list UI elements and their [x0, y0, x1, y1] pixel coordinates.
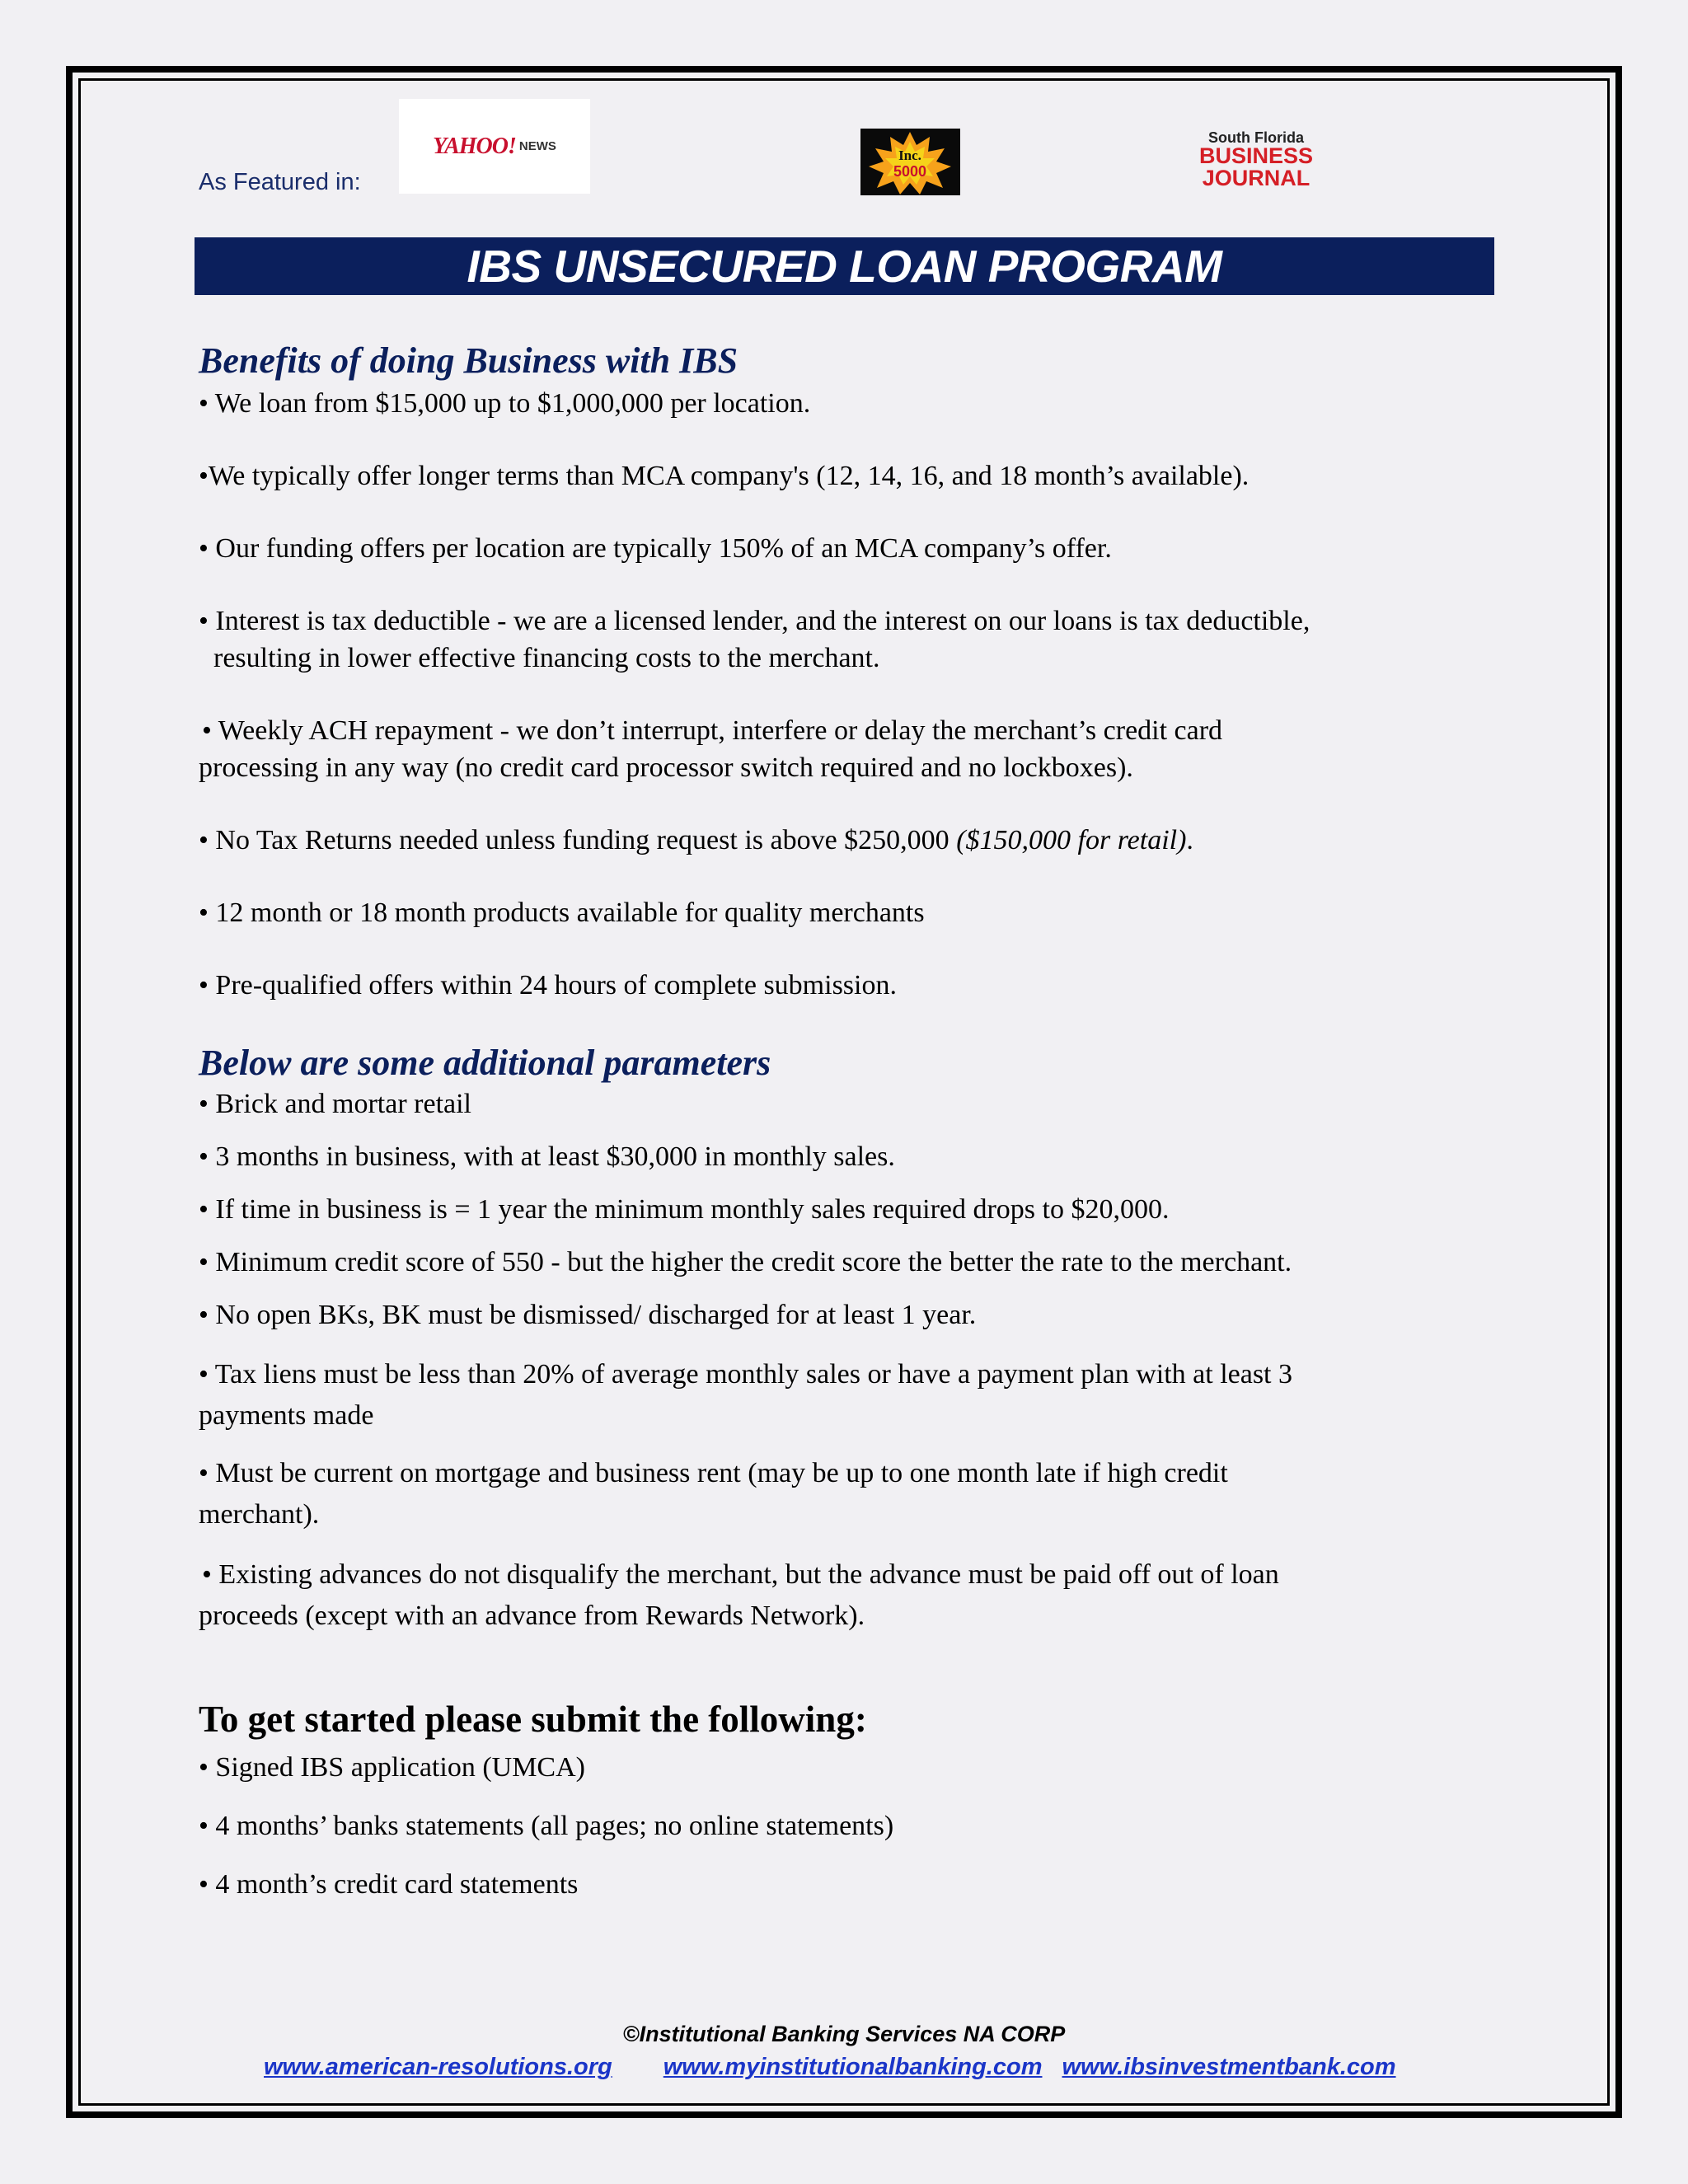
- featured-label: As Featured in:: [199, 169, 361, 195]
- benefit-item-tax-returns: [199, 820, 1193, 861]
- benefit-item: • Interest is tax deductible - we are a licensed lender, and the interest on our loans is tax deductible,: [199, 606, 1311, 636]
- footer-links: [264, 2054, 1396, 2081]
- benefits-heading: Benefits of doing Business with IBS: [199, 340, 738, 381]
- inc-text: Inc.: [898, 148, 921, 163]
- sfbj-line2: BUSINESS: [1198, 143, 1314, 168]
- parameter-item: • No open BKs, BK must be dismissed/ discharged for at least 1 year.: [199, 1300, 977, 1330]
- benefit-item: • 12 month or 18 month products available for quality merchants: [199, 898, 925, 928]
- footer-link-ibsinvestmentbank[interactable]: www.ibsinvestmentbank.com: [1062, 2054, 1396, 2080]
- tax-returns-period: .: [1186, 825, 1193, 855]
- parameters-heading: Below are some additional parameters: [199, 1043, 771, 1083]
- parameter-item: • Must be current on mortgage and business rent (may be up to one month late if high credit: [199, 1458, 1228, 1488]
- submit-item: • 4 month’s credit card statements: [199, 1869, 579, 1900]
- yahoo-logo-text: YAHOO!: [433, 133, 516, 159]
- yahoo-news-logo: [399, 99, 590, 194]
- parameter-item: • Brick and mortar retail: [199, 1089, 472, 1119]
- parameter-item-continued: payments made: [199, 1400, 374, 1431]
- footer-copyright: ©Institutional Banking Services NA CORP: [622, 2022, 1066, 2046]
- submit-item: • Signed IBS application (UMCA): [199, 1752, 585, 1783]
- benefit-item: • Our funding offers per location are typically 150% of an MCA company’s offer.: [199, 533, 1112, 564]
- parameter-item: • Existing advances do not disqualify the merchant, but the advance must be paid off out of loan: [202, 1559, 1279, 1590]
- title-banner: [195, 237, 1494, 295]
- benefit-item: • Pre-qualified offers within 24 hours of complete submission.: [199, 970, 897, 1001]
- footer-link-myinstitutionalbanking[interactable]: www.myinstitutionalbanking.com: [663, 2054, 1043, 2080]
- footer-link-american-resolutions[interactable]: www.american-resolutions.org: [264, 2054, 612, 2080]
- inc-5000-text: 5000: [893, 163, 927, 180]
- submit-heading: To get started please submit the following:: [199, 1699, 867, 1740]
- page-title: IBS UNSECURED LOAN PROGRAM: [467, 241, 1222, 292]
- yahoo-news-text: NEWS: [518, 139, 556, 153]
- tax-returns-retail-note: ($150,000 for retail): [956, 825, 1187, 855]
- parameter-item: • If time in business is = 1 year the minimum monthly sales required drops to $20,000.: [199, 1194, 1170, 1225]
- benefit-item: •We typically offer longer terms than MCA company's (12, 14, 16, and 18 month’s available).: [199, 461, 1250, 491]
- sfbj-line1: South Florida: [1208, 129, 1304, 146]
- parameter-item: • 3 months in business, with at least $30,000 in monthly sales.: [199, 1141, 895, 1172]
- parameter-item-continued: merchant).: [199, 1499, 320, 1530]
- parameter-item: • Minimum credit score of 550 - but the higher the credit score the better the rate to the merchant.: [199, 1247, 1292, 1277]
- benefit-item-continued: processing in any way (no credit card processor switch required and no lockboxes).: [199, 752, 1133, 783]
- benefit-item-continued: resulting in lower effective financing costs to the merchant.: [213, 643, 880, 673]
- south-florida-business-journal-logo: [1192, 129, 1320, 191]
- inc-5000-logo: [860, 129, 960, 195]
- benefit-item: • Weekly ACH repayment - we don’t interrupt, interfere or delay the merchant’s credit card: [202, 715, 1223, 746]
- benefit-item: • We loan from $15,000 up to $1,000,000 per location.: [199, 388, 811, 419]
- parameter-item-continued: proceeds (except with an advance from Rewards Network).: [199, 1601, 865, 1631]
- sfbj-line3: JOURNAL: [1202, 166, 1311, 190]
- submit-item: • 4 months’ banks statements (all pages; no online statements): [199, 1811, 894, 1841]
- inc-5000-starburst-icon: [860, 129, 960, 195]
- parameter-item: • Tax liens must be less than 20% of average monthly sales or have a payment plan with at least 3: [199, 1359, 1292, 1390]
- tax-returns-text: • No Tax Returns needed unless funding request is above $250,000: [199, 825, 957, 855]
